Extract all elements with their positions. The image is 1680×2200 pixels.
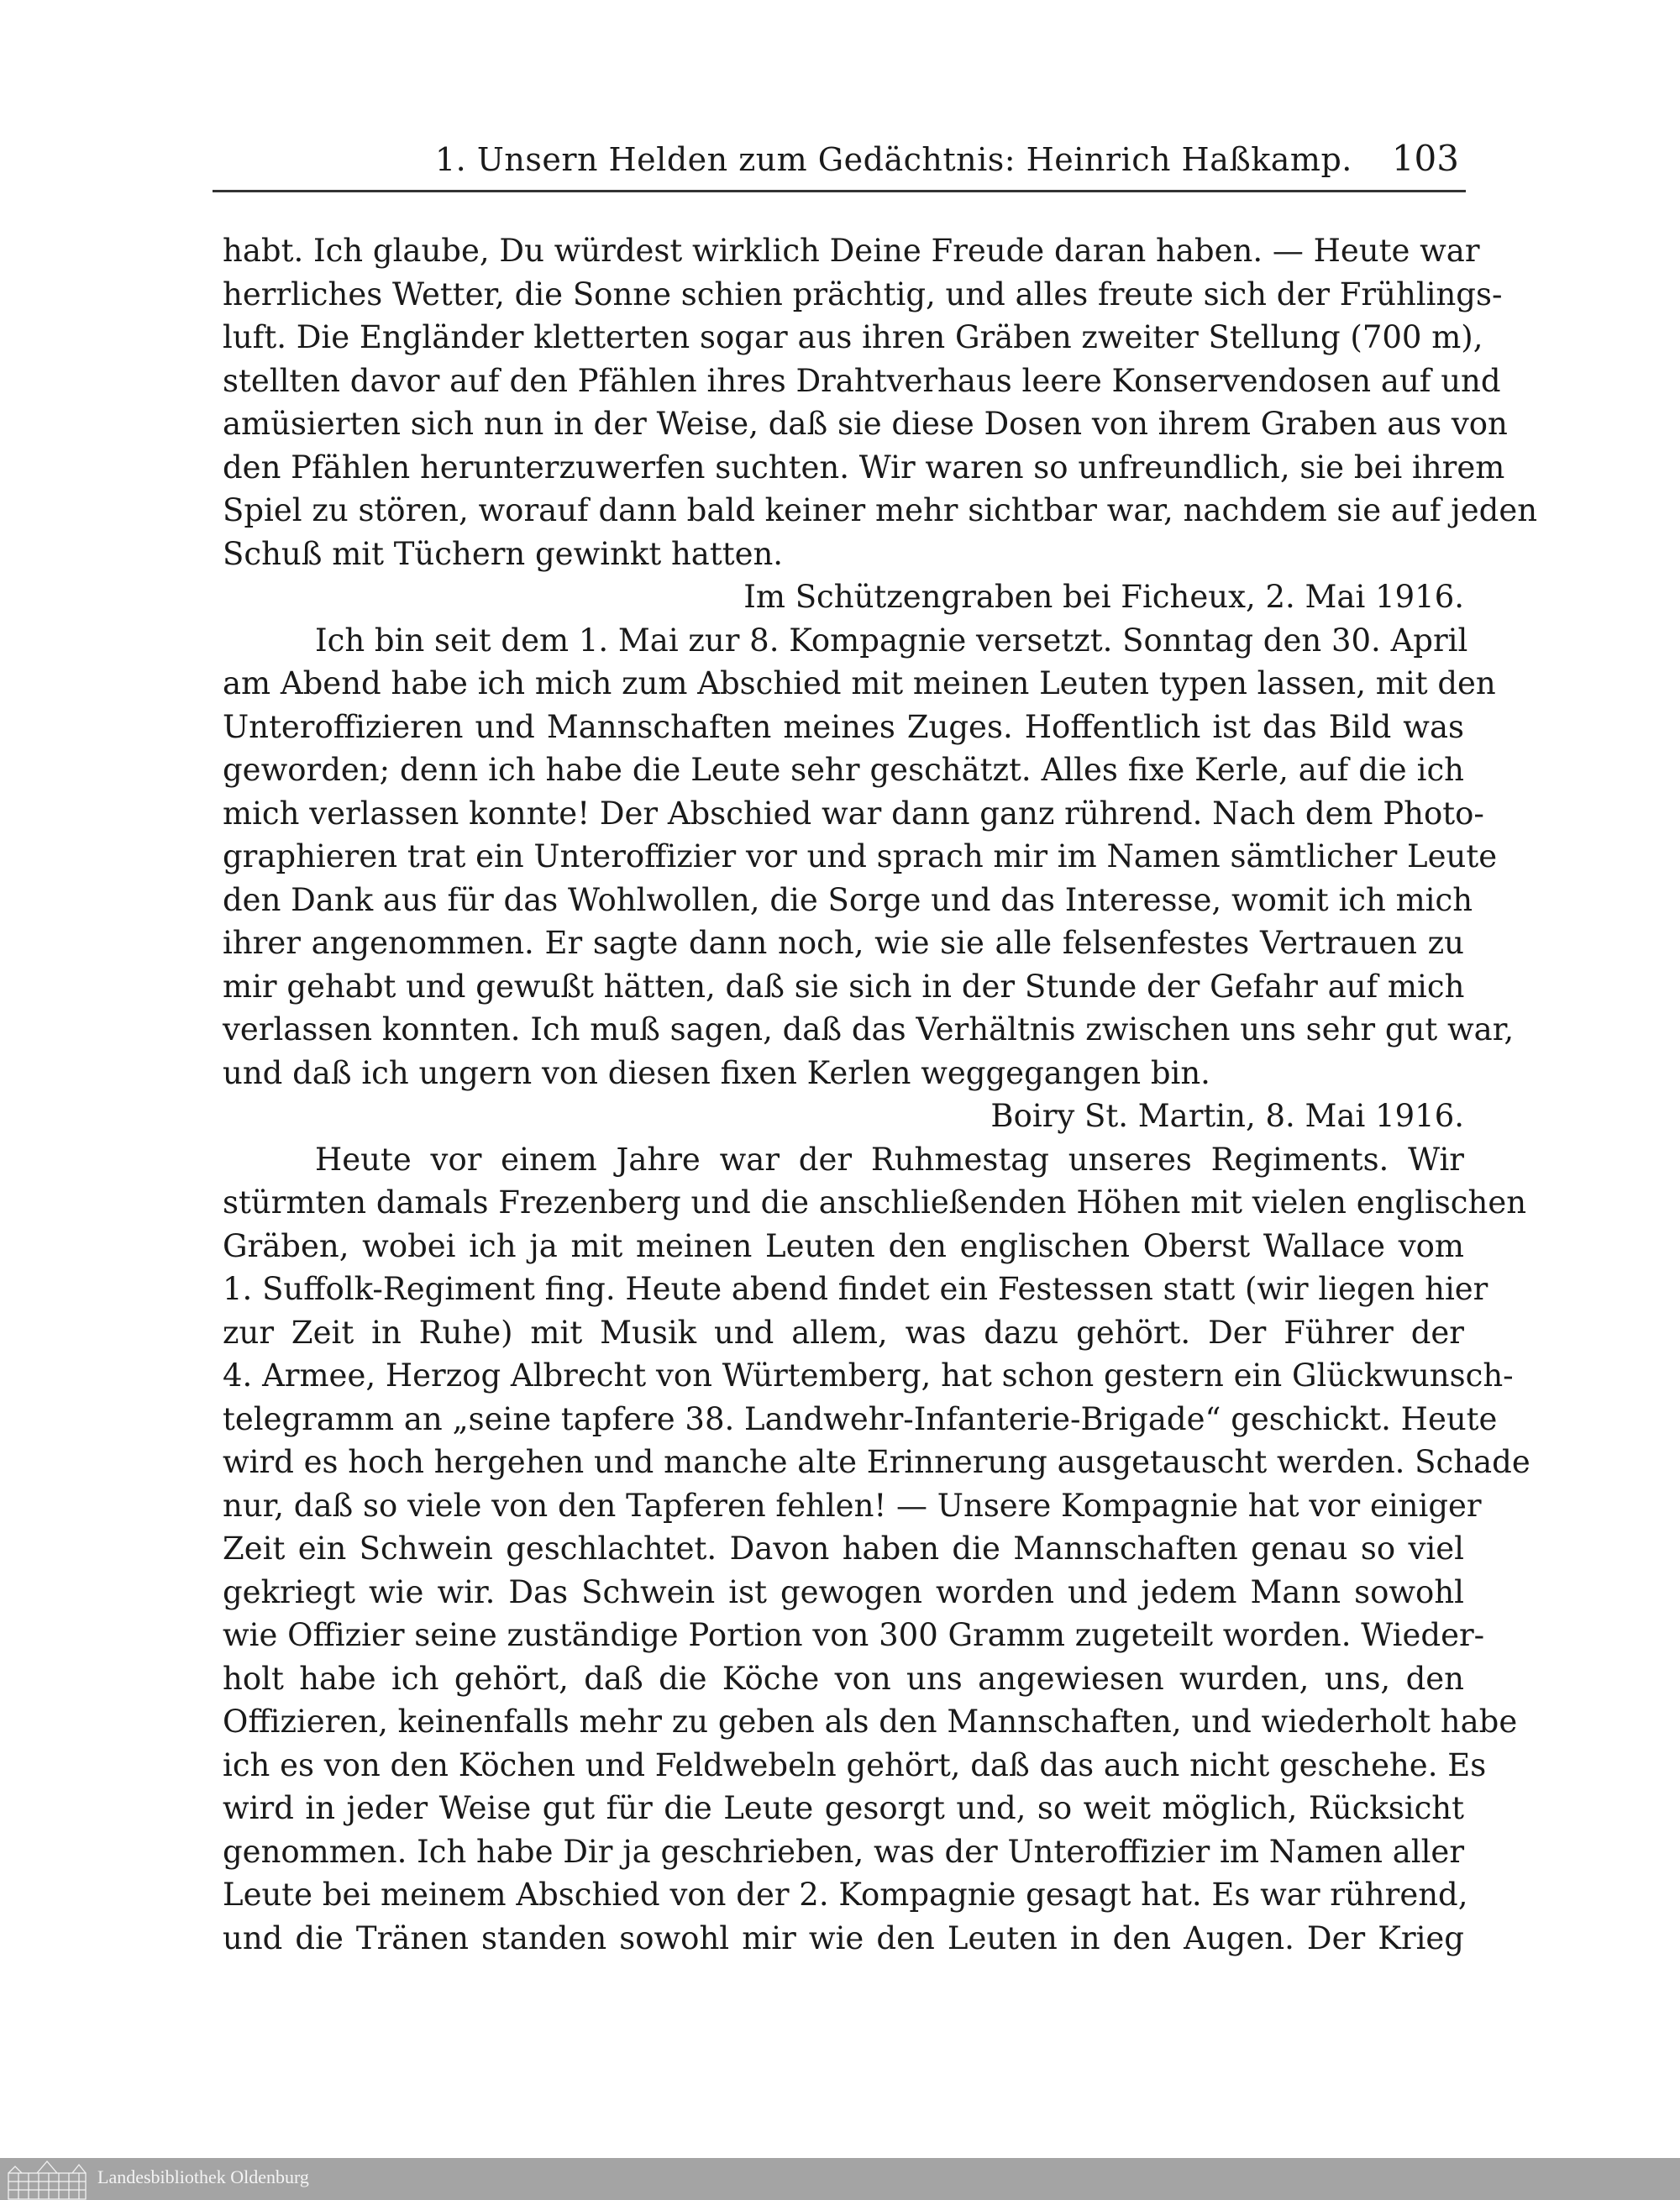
text-line: gekriegt wie wir. Das Schwein ist gewogen worden und jedem Mann sowohl xyxy=(223,1573,1464,1610)
text-line: wird in jeder Weise gut für die Leute gesorgt und, so weit möglich, Rücksicht xyxy=(223,1790,1464,1826)
text-line: am Abend habe ich mich zum Abschied mit meinen Leuten typen lassen, mit den xyxy=(223,665,1496,701)
text-line: genommen. Ich habe Dir ja geschrieben, was der Unteroffizier im Namen aller xyxy=(223,1833,1465,1870)
text-line: habt. Ich glaube, Du würdest wirklich Deine Freude daran haben. — Heute war xyxy=(223,233,1480,269)
text-line: den Pfählen herunterzuwerfen suchten. Wir waren so unfreundlich, sie bei ihrem xyxy=(223,449,1505,486)
text-line: ihrer angenommen. Er sagte dann noch, wie sie alle felsenfestes Vertrauen zu xyxy=(223,925,1464,961)
text-line: holt habe ich gehört, daß die Köche von uns angewiesen wurden, uns, den xyxy=(223,1660,1464,1697)
text-line: und daß ich ungern von diesen fixen Kerlen weggegangen bin. xyxy=(223,1054,1210,1091)
text-line: wie Offizier seine zuständige Portion von 300 Gramm zugeteilt worden. Wieder- xyxy=(223,1617,1485,1653)
text-line: nur, daß so viele von den Tapferen fehlen! — Unsere Kompagnie hat vor einiger xyxy=(223,1487,1482,1524)
text-line: geworden; denn ich habe die Leute sehr geschätzt. Alles fixe Kerle, auf die ich xyxy=(223,752,1464,788)
text-line: Spiel zu stören, worauf dann bald keiner mehr sichtbar war, nachdem sie auf jeden xyxy=(223,492,1538,528)
text-line: den Dank aus für das Wohlwollen, die Sorge und das Interesse, womit ich mich xyxy=(223,881,1473,918)
text-line: Zeit ein Schwein geschlachtet. Davon haben die Mannschaften genau so viel xyxy=(223,1531,1464,1567)
running-header xyxy=(213,134,1466,185)
text-line: verlassen konnten. Ich muß sagen, daß das Verhältnis zwischen uns sehr gut war, xyxy=(223,1011,1515,1047)
header-rule xyxy=(213,190,1466,192)
text-line: Leute bei meinem Abschied von der 2. Kompagnie gesagt hat. Es war rührend, xyxy=(223,1877,1468,1913)
text-line: Heute vor einem Jahre war der Ruhmestag unseres Regiments. Wir xyxy=(315,1141,1464,1178)
text-line: wird es hoch hergehen und manche alte Erinnerung ausgetauscht werden. Schade xyxy=(223,1444,1530,1480)
library-building-logo-icon xyxy=(5,2160,89,2200)
text-line: stellten davor auf den Pfählen ihres Drahtverhaus leere Konservendosen auf und xyxy=(223,362,1501,399)
running-title: 1. Unsern Helden zum Gedächtnis: Heinrich Haßkamp. xyxy=(435,141,1352,178)
text-line: Ich bin seit dem 1. Mai zur 8. Kompagnie versetzt. Sonntag den 30. April xyxy=(315,622,1468,659)
text-line: mich verlassen konnte! Der Abschied war dann ganz rührend. Nach dem Photo- xyxy=(223,795,1484,832)
text-line: zur Zeit in Ruhe) mit Musik und allem, was dazu gehört. Der Führer der xyxy=(223,1314,1464,1351)
text-line: telegramm an „seine tapfere 38. Landwehr-Infanterie-Brigade“ geschickt. Heute xyxy=(223,1400,1498,1437)
text-line: Offizieren, keinenfalls mehr zu geben als den Mannschaften, und wiederholt habe xyxy=(223,1704,1518,1740)
library-name: Landesbibliothek Oldenburg xyxy=(97,2166,309,2187)
text-line: amüsierten sich nun in der Weise, daß sie diese Dosen von ihrem Graben aus von xyxy=(223,406,1508,442)
text-line: Schuß mit Tüchern gewinkt hatten. xyxy=(223,535,784,572)
text-line: herrliches Wetter, die Sonne schien prächtig, und alles freute sich der Frühlings- xyxy=(223,276,1503,312)
dateline: Im Schützengraben bei Ficheux, 2. Mai 1916. xyxy=(743,579,1464,615)
text-line: ich es von den Köchen und Feldwebeln gehört, daß das auch nicht geschehe. Es xyxy=(223,1746,1487,1783)
text-line: 1. Suffolk-Regiment fing. Heute abend findet ein Festessen statt (wir liegen hier xyxy=(223,1271,1488,1307)
text-line: und die Tränen standen sowohl mir wie den Leuten in den Augen. Der Krieg xyxy=(223,1919,1464,1956)
text-line: 4. Armee, Herzog Albrecht von Würtemberg, hat schon gestern ein Glückwunsch- xyxy=(223,1357,1514,1394)
text-line: graphieren trat ein Unteroffizier vor und sprach mir im Namen sämtlicher Leute xyxy=(223,838,1498,874)
page-number: 103 xyxy=(1391,138,1459,179)
footer-bar xyxy=(0,2158,1680,2200)
text-line: Unteroffizieren und Mannschaften meines Zuges. Hoffentlich ist das Bild was xyxy=(223,708,1464,745)
text-line: stürmten damals Frezenberg und die anschließenden Höhen mit vielen englischen xyxy=(223,1184,1527,1221)
dateline: Boiry St. Martin, 8. Mai 1916. xyxy=(990,1098,1464,1134)
text-line: luft. Die Engländer kletterten sogar aus ihren Gräben zweiter Stellung (700 m), xyxy=(223,319,1483,355)
text-line: mir gehabt und gewußt hätten, daß sie sich in der Stunde der Gefahr auf mich xyxy=(223,968,1465,1005)
text-line: Gräben, wobei ich ja mit meinen Leuten den englischen Oberst Wallace vom xyxy=(223,1227,1464,1264)
